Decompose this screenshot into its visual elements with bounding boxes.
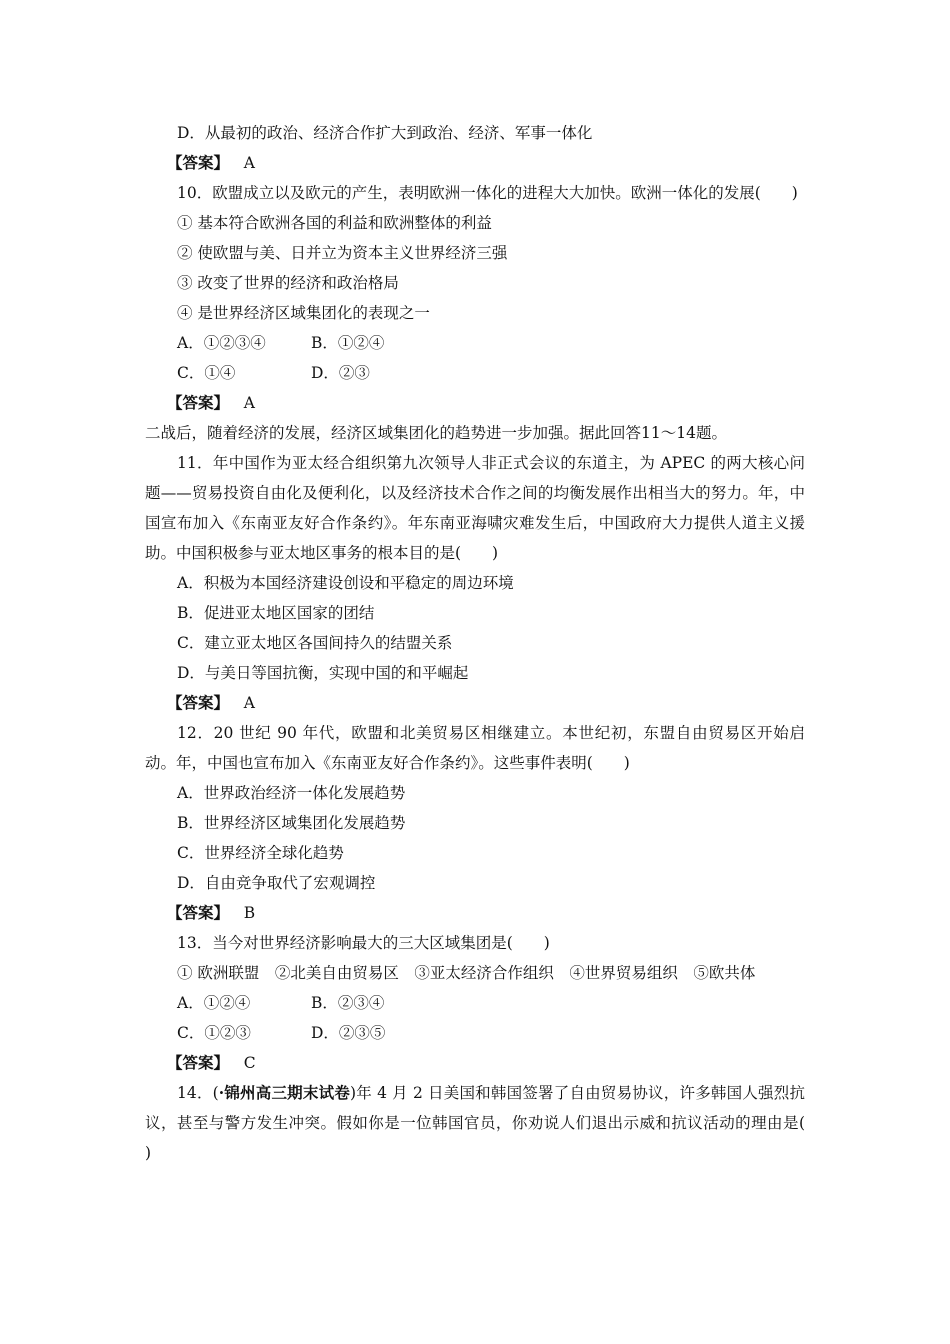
group-intro: 二战后，随着经济的发展，经济区域集团化的趋势进一步加强。据此回答11～14题。	[145, 424, 727, 442]
q9-answer	[145, 148, 805, 178]
answer-label: 【答案】	[167, 903, 230, 922]
q10-option-a: A．①②③④	[177, 334, 266, 352]
q12-answer	[145, 898, 805, 928]
q11-answer	[145, 688, 805, 718]
q12-option-a: A．世界政治经济一体化发展趋势	[177, 784, 406, 802]
q9-option-d: D．从最初的政治、经济合作扩大到政治、经济、军事一体化	[177, 124, 593, 142]
q10-item-1: ① 基本符合欧洲各国的利益和欧洲整体的利益	[177, 214, 492, 232]
q11-option-d: D．与美日等国抗衡，实现中国的和平崛起	[177, 664, 469, 682]
q13-items: ① 欧洲联盟 ②北美自由贸易区 ③亚太经济合作组织 ④世界贸易组织 ⑤欧共体	[177, 964, 756, 982]
document-content	[145, 118, 837, 1168]
q10-item-4: ④ 是世界经济区域集团化的表现之一	[177, 304, 430, 322]
q13-option-d: D．②③⑤	[311, 1024, 386, 1042]
q13-answer-value: C	[243, 1054, 256, 1072]
q14-source: ·锦州高三期末试卷	[218, 1083, 351, 1102]
q10-option-c: C．①④	[177, 364, 236, 382]
q10-option-d: D．②③	[311, 364, 370, 382]
q10-item-3: ③ 改变了世界的经济和政治格局	[177, 274, 399, 292]
q11-option-b: B．促进亚太地区国家的团结	[177, 604, 375, 622]
q10-item-2: ② 使欧盟与美、日并立为资本主义世界经济三强	[177, 244, 508, 262]
q10-answer-value: A	[243, 394, 255, 412]
q13-options-cd	[145, 1018, 805, 1048]
q14-stem	[145, 1078, 837, 1168]
q11-answer-value: A	[243, 694, 255, 712]
q11-option-a: A．积极为本国经济建设创设和平稳定的周边环境	[177, 574, 514, 592]
q12-stem: 12．20 世纪 90 年代，欧盟和北美贸易区相继建立。本世纪初，东盟自由贸易区开始启动。年，中国也宣布加入《东南亚友好合作条约》。这些事件表明( )	[145, 724, 805, 772]
q10-answer	[145, 388, 805, 418]
q13-stem: 13．当今对世界经济影响最大的三大区域集团是( )	[177, 934, 550, 952]
q14-text: )年 4 月 2 日美国和韩国签署了自由贸易协议，许多韩国人强烈抗议，甚至与警方发生冲突。假如你是一位韩国官员，你劝说人们退出示威和抗议活动的理由是( )	[145, 1084, 837, 1162]
q14-number: 14．(	[177, 1084, 219, 1102]
q13-options-ab	[145, 988, 805, 1018]
answer-label: 【答案】	[167, 693, 230, 712]
q10-options-ab	[145, 328, 805, 358]
q10-options-cd	[145, 358, 805, 388]
q11-stem: 11．年中国作为亚太经合组织第九次领导人非正式会议的东道主，为 APEC 的两大核心问题——贸易投资自由化及便利化，以及经济技术合作之间的均衡发展作出相当大的努力。年，中国宣布加入《东南亚友好合作条约》。年东南亚海啸灾难发生后，中国政府大力提供人道主义援助。中国积极参与亚太地区事务的根本目的是( )	[145, 454, 805, 562]
answer-label: 【答案】	[167, 153, 230, 172]
q10-option-b: B．①②④	[311, 334, 385, 352]
q10-stem: 10．欧盟成立以及欧元的产生，表明欧洲一体化的进程大大加快。欧洲一体化的发展( )	[177, 184, 798, 202]
q13-answer	[145, 1048, 805, 1078]
answer-label: 【答案】	[167, 1053, 230, 1072]
q12-option-c: C．世界经济全球化趋势	[177, 844, 344, 862]
q12-option-d: D．自由竞争取代了宏观调控	[177, 874, 376, 892]
q9-answer-value: A	[243, 154, 255, 172]
q13-option-a: A．①②④	[177, 994, 251, 1012]
q12-answer-value: B	[243, 904, 256, 922]
q12-option-b: B．世界经济区域集团化发展趋势	[177, 814, 406, 832]
q11-option-c: C．建立亚太地区各国间持久的结盟关系	[177, 634, 453, 652]
q13-option-c: C．①②③	[177, 1024, 251, 1042]
q13-option-b: B．②③④	[311, 994, 385, 1012]
answer-label: 【答案】	[167, 393, 230, 412]
